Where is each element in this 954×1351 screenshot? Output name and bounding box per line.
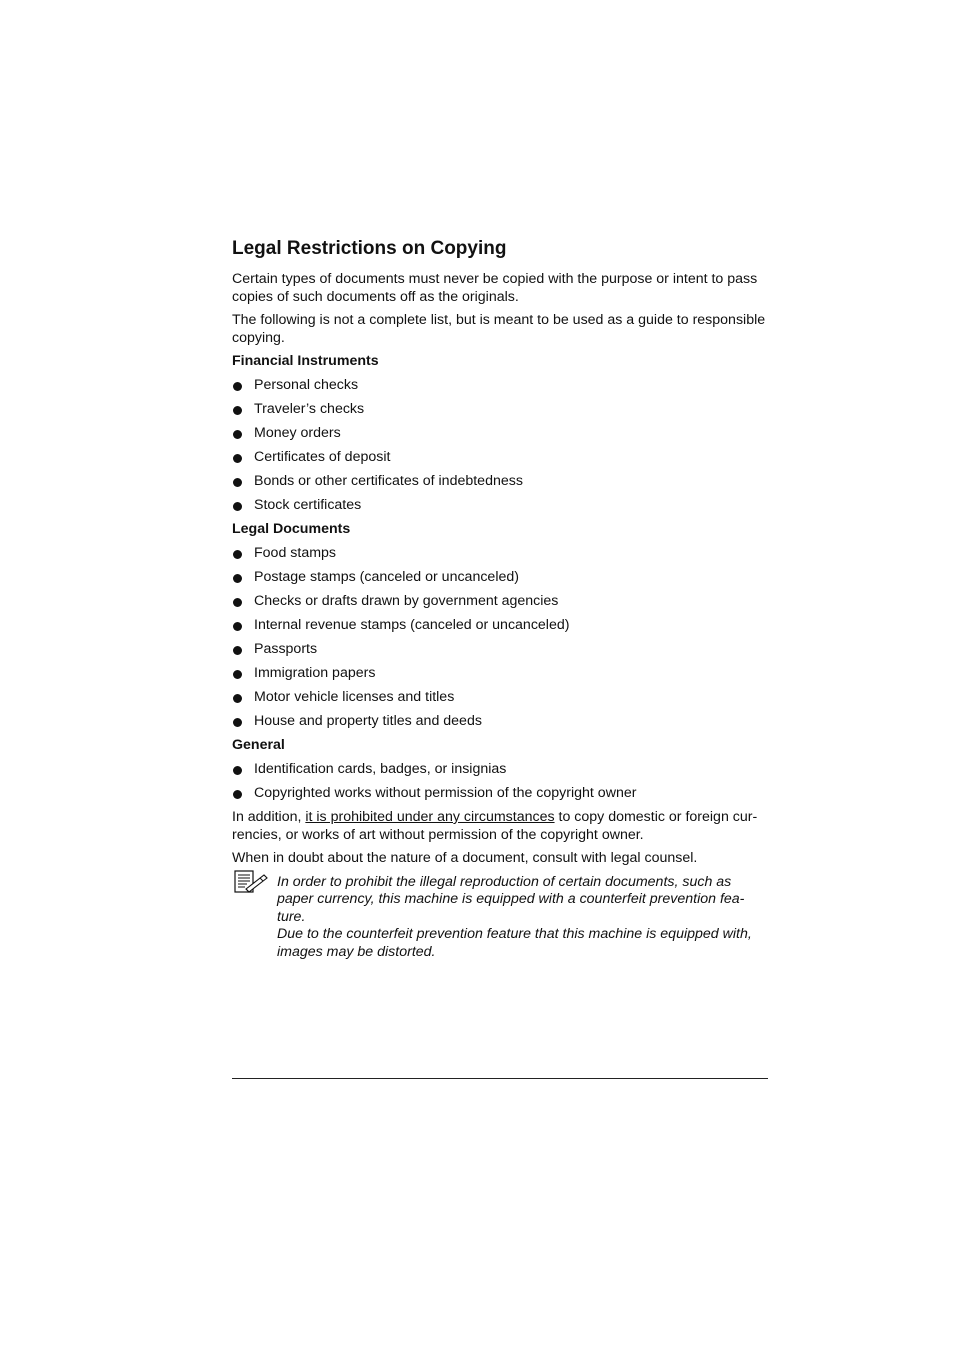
bullet-icon (233, 766, 242, 775)
list-item: Certificates of deposit (232, 449, 768, 467)
general-list (232, 761, 768, 803)
intro-paragraph-2: The following is not a complete list, but is meant to be used as a guide to responsible copying. (232, 312, 766, 346)
bullet-icon (233, 574, 242, 583)
footer-rule (232, 1078, 768, 1079)
list-item: Copyrighted works without permission of the copyright owner (232, 785, 768, 803)
list-item: Checks or drafts drawn by government agencies (232, 593, 768, 611)
list-item: Immigration papers (232, 665, 768, 683)
document-page (232, 236, 768, 961)
bullet-icon (233, 598, 242, 607)
list-item: Passports (232, 641, 768, 659)
section-heading-legal: Legal Documents (232, 521, 351, 537)
bullet-icon (233, 478, 242, 487)
bullet-icon (233, 502, 242, 511)
note-pencil-icon (234, 870, 268, 894)
list-item: Postage stamps (canceled or uncanceled) (232, 569, 768, 587)
list-item: Personal checks (232, 377, 768, 395)
note-block (232, 874, 768, 962)
list-item: Bonds or other certificates of indebtedness (232, 473, 768, 491)
bullet-icon (233, 790, 242, 799)
list-item: Internal revenue stamps (canceled or uncanceled) (232, 617, 768, 635)
bullet-icon (233, 670, 242, 679)
page-title: Legal Restrictions on Copying (232, 238, 507, 259)
bullet-icon (233, 550, 242, 559)
bullet-icon (233, 622, 242, 631)
list-item: House and property titles and deeds (232, 713, 768, 731)
doubt-paragraph: When in doubt about the nature of a document, consult with legal counsel. (232, 850, 698, 866)
bullet-icon (233, 646, 242, 655)
list-item: Traveler’s checks (232, 401, 768, 419)
list-item: Identification cards, badges, or insignias (232, 761, 768, 779)
bullet-icon (233, 454, 242, 463)
list-item: Money orders (232, 425, 768, 443)
bullet-icon (233, 382, 242, 391)
bullet-icon (233, 718, 242, 727)
bullet-icon (233, 694, 242, 703)
addition-paragraph: In addition, it is prohibited under any circumstances to copy domestic or foreign cur-rencies, or works of art without permission of the copyright owner. (232, 809, 758, 843)
financial-list (232, 377, 768, 515)
section-heading-general: General (232, 737, 285, 753)
bullet-icon (233, 406, 242, 415)
note-text-2: Due to the counterfeit prevention feature that this machine is equipped with, images may be distorted. (277, 926, 752, 960)
prohibition-emphasis: it is prohibited under any circumstances (305, 809, 555, 825)
section-heading-financial: Financial Instruments (232, 353, 379, 369)
list-item: Motor vehicle licenses and titles (232, 689, 768, 707)
list-item: Food stamps (232, 545, 768, 563)
intro-paragraph-1: Certain types of documents must never be copied with the purpose or intent to pass copies of such documents off as the originals. (232, 271, 758, 305)
legal-list (232, 545, 768, 731)
bullet-icon (233, 430, 242, 439)
list-item: Stock certificates (232, 497, 768, 515)
note-text-1: In order to prohibit the illegal reproduction of certain documents, such as paper currency, this machine is equipped with a counterfeit prevention fea-ture. (277, 873, 745, 925)
